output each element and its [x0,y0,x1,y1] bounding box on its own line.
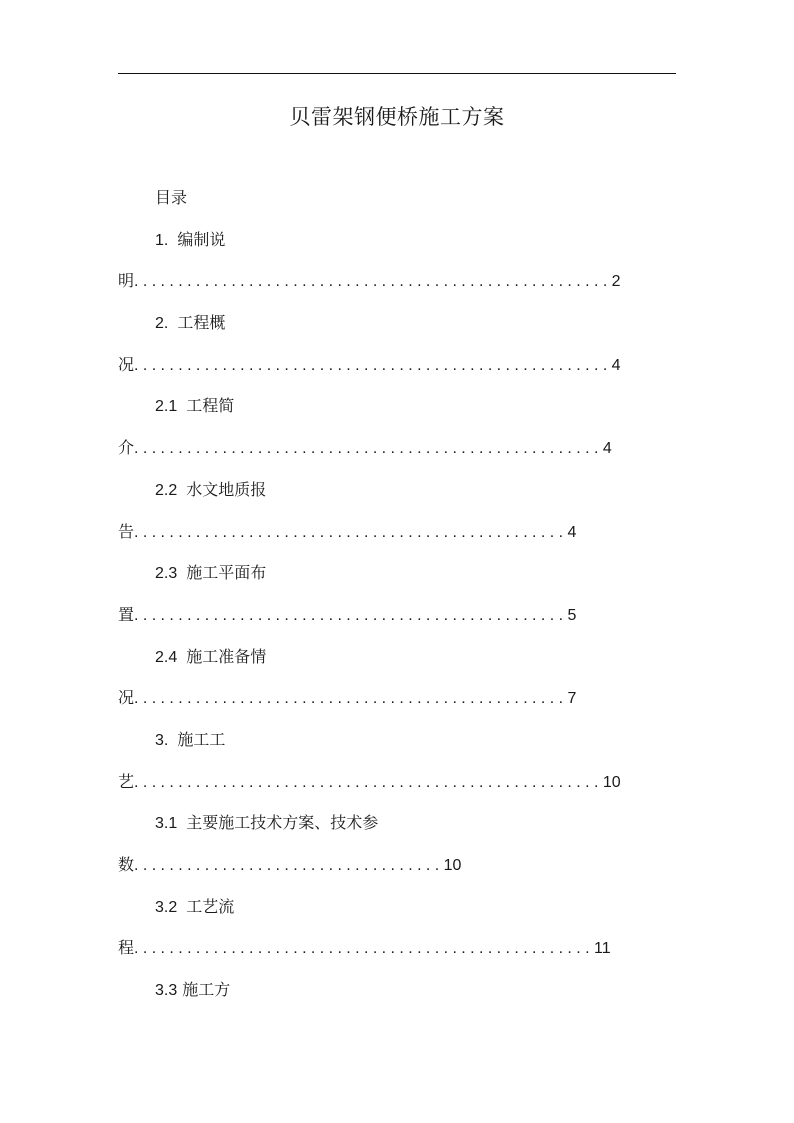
toc-entry-title: 水文地质报 [186,481,267,499]
toc-entry-leader-line [118,928,698,970]
toc-entry-leader-line [118,678,698,720]
toc-entry-heading [118,720,698,762]
toc-entry-heading [118,303,698,345]
toc-entry-title: 施工准备情 [186,648,267,666]
toc-dot-leader: ..................................................... [134,440,603,458]
toc-page-number: 7 [567,690,577,708]
toc-entry-title: 施工方 [182,982,231,1000]
table-of-contents [118,178,698,1012]
toc-page-number: 2 [611,273,621,291]
toc-entry-number: 3. [155,731,169,749]
toc-entry-title-end: 告 [118,523,135,541]
toc-entry-number: 2.1 [155,398,178,416]
toc-entry-heading [118,637,698,679]
document-title: 贝雷架钢便桥施工方案 [289,106,505,129]
toc-entry-title-end: 置 [118,606,135,624]
toc-entry-leader-line [118,261,698,303]
toc-entry [118,970,698,1012]
toc-entry [118,637,698,720]
toc-entry-title-end: 况 [118,690,135,708]
toc-page-number: 10 [443,857,462,874]
toc-entry [118,553,698,636]
toc-entry-title-end: 明 [118,273,135,291]
toc-entry [118,887,698,970]
toc-entry-title: 施工工 [177,731,226,749]
toc-dot-leader: ................................................. [134,606,568,624]
toc-entry-title: 工艺流 [186,898,235,916]
header-rule [118,73,676,74]
toc-page-number: 10 [602,773,621,791]
toc-entry [118,803,698,886]
toc-entry-heading [118,553,698,595]
toc-entry-title: 主要施工技术方案、技术参 [186,815,379,833]
toc-dot-leader: ...................................................... [134,356,612,374]
toc-entry-title-end: 况 [118,356,135,374]
toc-entry-leader-line [118,512,698,554]
toc-entry-title-end: 介 [118,440,135,458]
toc-page-number: 5 [567,606,577,624]
toc-entry-heading [118,386,698,428]
toc-entry-title-end: 数 [118,857,135,874]
toc-entry-leader-line [118,428,698,470]
toc-page-number: 11 [593,940,611,958]
toc-dot-leader: ..................................................... [134,773,603,791]
toc-entry-heading [118,887,698,929]
toc-entry-title: 编制说 [177,231,226,249]
toc-dot-leader: ................................................. [134,690,568,708]
toc-entry [118,720,698,803]
toc-dot-leader: .................................................... [134,940,594,958]
toc-entry [118,220,698,303]
toc-entry-leader-line [118,595,698,637]
toc-entry-title: 工程简 [186,398,235,416]
toc-entry-number: 1. [155,231,169,249]
toc-label: 目录 [155,190,188,207]
toc-entry-number: 2.2 [155,481,178,499]
toc-entry-number: 3.3 [155,982,178,1000]
toc-entry-number: 3.2 [155,898,178,916]
toc-entry [118,386,698,469]
toc-entry-heading [118,470,698,512]
toc-entry-number: 2.3 [155,565,178,583]
toc-entry-leader-line [118,845,698,887]
toc-entry-number: 3.1 [155,815,178,833]
toc-dot-leader: ...................................................... [134,273,612,291]
toc-entry-title-end: 艺 [118,773,135,791]
toc-entry-leader-line [118,762,698,804]
toc-entry-heading [118,220,698,262]
toc-entry [118,303,698,386]
toc-entry-number: 2. [155,315,169,333]
toc-entry-title: 工程概 [177,315,226,333]
toc-entry-heading [118,803,698,845]
toc-entry-number: 2.4 [155,648,178,666]
toc-dot-leader: ................................................. [134,523,568,541]
toc-entry-heading [118,970,698,1012]
toc-page-number: 4 [602,440,612,458]
toc-dot-leader: ................................... [134,857,444,874]
toc-entry-title-end: 程 [118,940,135,958]
toc-entry [118,470,698,553]
toc-entry-leader-line [118,345,698,387]
toc-page-number: 4 [611,356,621,374]
toc-page-number: 4 [567,523,577,541]
toc-entry-title: 施工平面布 [186,565,267,583]
